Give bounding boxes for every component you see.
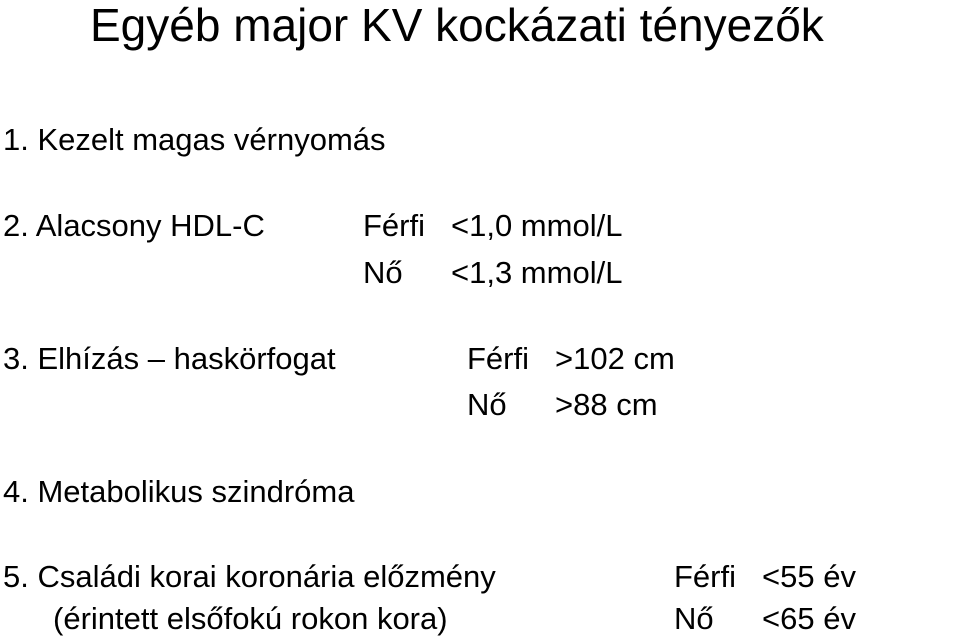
item-3-male-value: >102 cm — [555, 341, 675, 376]
item-3-female-value: >88 cm — [555, 387, 658, 422]
item-3-label: 3. Elhízás – haskörfogat — [3, 341, 336, 376]
item-5-female-value: <65 év — [762, 601, 856, 636]
item-5-label: 5. Családi korai koronária előzmény — [3, 559, 496, 594]
item-5-sublabel: (érintett elsőfokú rokon kora) — [53, 601, 448, 636]
item-2-male-sex: Férfi — [363, 208, 425, 243]
item-5-male-value: <55 év — [762, 559, 856, 594]
item-3-male-sex: Férfi — [467, 341, 529, 376]
item-5-female-sex: Nő — [674, 601, 714, 636]
item-2-female-value: <1,3 mmol/L — [451, 255, 623, 290]
item-5-male-sex: Férfi — [674, 559, 736, 594]
slide-title: Egyéb major KV kockázati tényezők — [90, 0, 824, 51]
item-4-label: 4. Metabolikus szindróma — [3, 474, 355, 509]
item-1-label: 1. Kezelt magas vérnyomás — [3, 122, 386, 157]
item-3-female-sex: Nő — [467, 387, 507, 422]
item-2-female-sex: Nő — [363, 255, 403, 290]
item-2-male-value: <1,0 mmol/L — [451, 208, 623, 243]
item-2-label: 2. Alacsony HDL-C — [3, 208, 265, 243]
